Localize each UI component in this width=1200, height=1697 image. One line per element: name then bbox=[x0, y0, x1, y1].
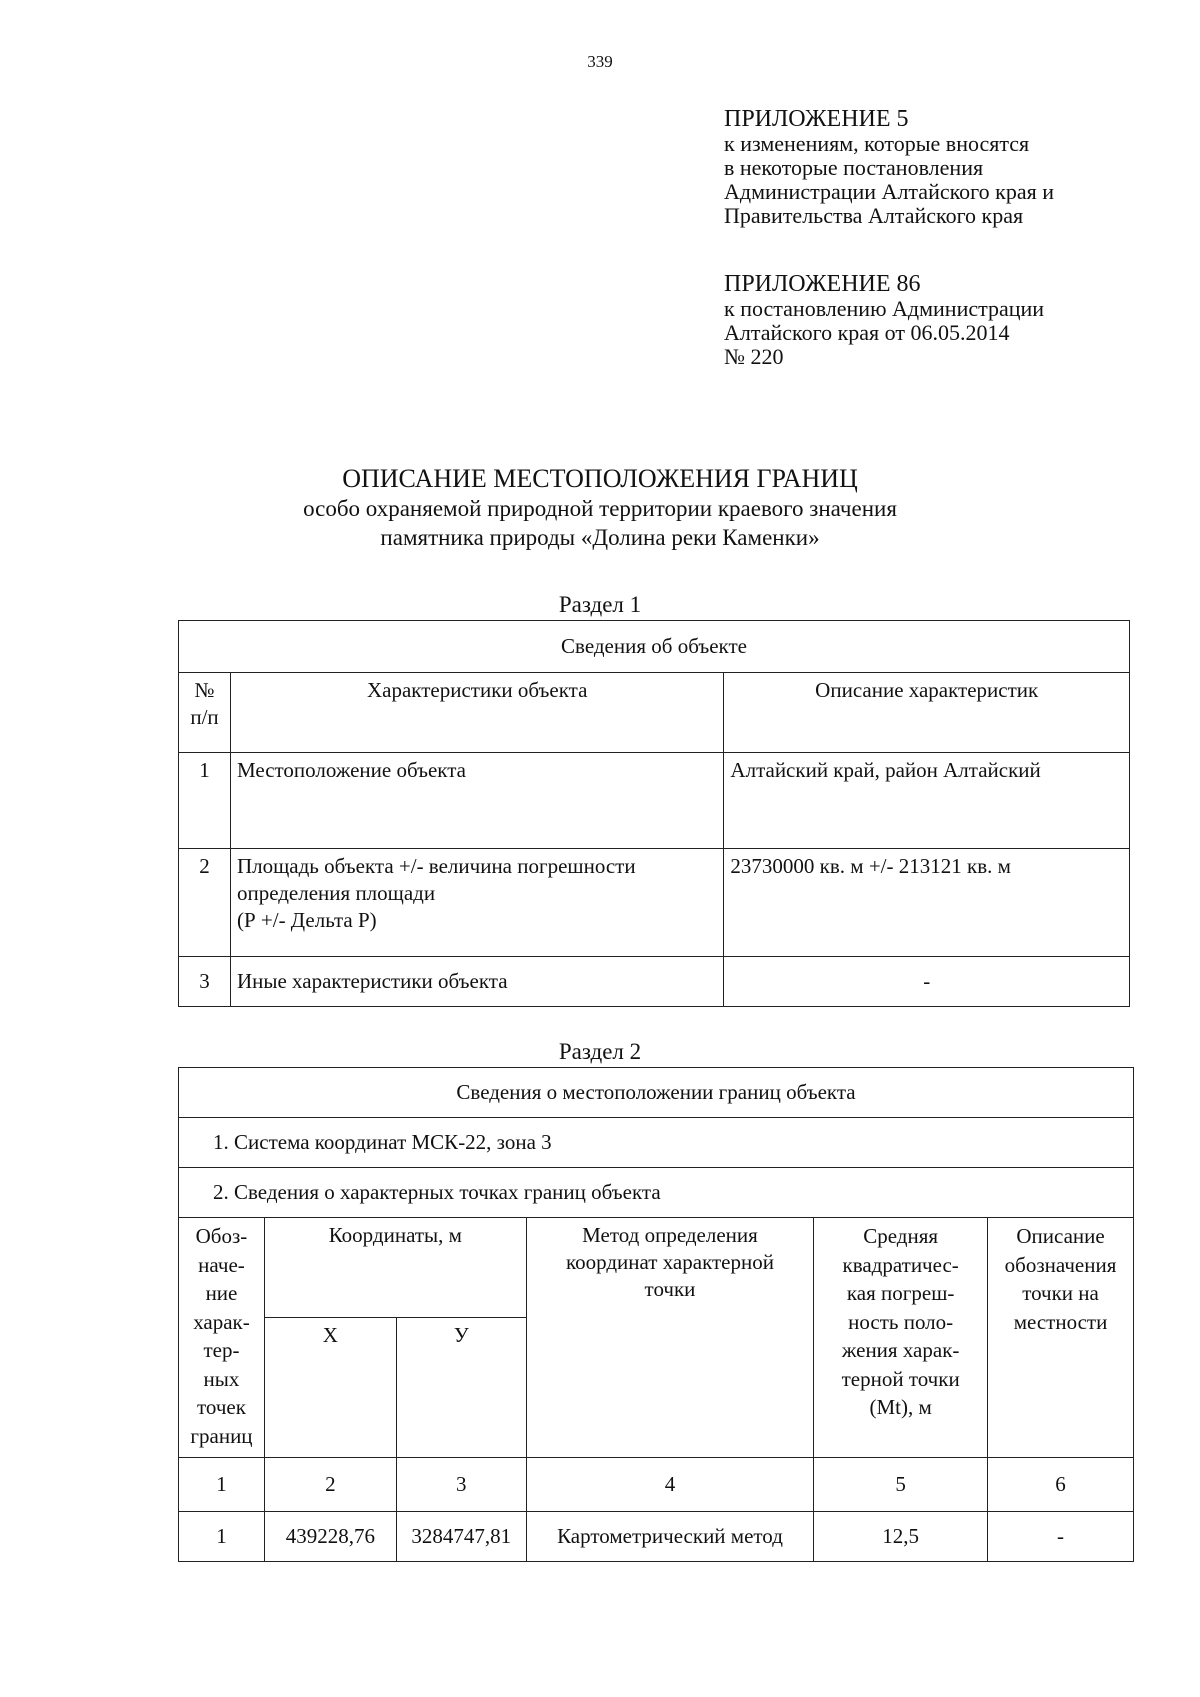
header-text: (Mt), м bbox=[869, 1395, 932, 1419]
point-method: Картометрический метод bbox=[526, 1512, 814, 1562]
appendix-5-line: Администрации Алтайского края и bbox=[724, 179, 1054, 204]
table-row bbox=[179, 753, 1130, 849]
header-text: обозначения bbox=[1004, 1252, 1117, 1277]
header-text: Обоз- bbox=[195, 1224, 248, 1248]
header-text: наче- bbox=[198, 1252, 245, 1277]
section-1-label: Раздел 1 bbox=[558, 592, 642, 617]
header-text: границ bbox=[190, 1423, 253, 1448]
appendix-5-block bbox=[724, 106, 1054, 228]
row-value: Алтайский край, район Алтайский bbox=[724, 753, 1130, 849]
column-number: 6 bbox=[988, 1458, 1134, 1512]
header-number-cell bbox=[179, 673, 231, 753]
document-title: ОПИСАНИЕ МЕСТОПОЛОЖЕНИЯ ГРАНИЦ bbox=[342, 464, 858, 493]
table-caption: Сведения о местоположении границ объекта bbox=[179, 1068, 1134, 1118]
row-number: 2 bbox=[179, 849, 231, 957]
object-info-table bbox=[178, 620, 1130, 1007]
table-row bbox=[179, 957, 1130, 1007]
header-text: точки bbox=[644, 1277, 696, 1301]
section-2-label: Раздел 2 bbox=[558, 1039, 642, 1064]
header-text: Средняя bbox=[863, 1224, 939, 1248]
appendix-86-line: № 220 bbox=[724, 344, 784, 369]
header-characteristics: Характеристики объекта bbox=[230, 673, 723, 753]
column-number: 1 bbox=[179, 1458, 265, 1512]
appendix-5-heading: ПРИЛОЖЕНИЕ 5 bbox=[724, 106, 909, 132]
row-name-line: определения площади bbox=[236, 881, 436, 905]
column-number: 2 bbox=[264, 1458, 396, 1512]
column-number: 5 bbox=[814, 1458, 988, 1512]
row-value: 23730000 кв. м +/- 213121 кв. м bbox=[724, 849, 1130, 957]
appendix-86-heading: ПРИЛОЖЕНИЕ 86 bbox=[724, 271, 921, 297]
header-text: точек bbox=[196, 1395, 246, 1419]
header-text: п/п bbox=[190, 705, 219, 729]
appendix-5-line: в некоторые постановления bbox=[724, 155, 984, 180]
header-y: У bbox=[396, 1318, 526, 1458]
row-name: Иные характеристики объекта bbox=[230, 957, 723, 1007]
header-text: квадратичес- bbox=[842, 1252, 959, 1277]
appendix-86-block bbox=[724, 271, 1044, 369]
point-error: 12,5 bbox=[814, 1512, 988, 1562]
header-text: харак- bbox=[193, 1309, 250, 1334]
point-x: 439228,76 bbox=[264, 1512, 396, 1562]
document-subtitle-line: особо охраняемой природной территории краевого значения bbox=[303, 496, 897, 521]
header-description: Описание характеристик bbox=[724, 673, 1130, 753]
point-id: 1 bbox=[179, 1512, 265, 1562]
header-x: Х bbox=[264, 1318, 396, 1458]
page-number: 339 bbox=[587, 52, 613, 71]
point-y: 3284747,81 bbox=[396, 1512, 526, 1562]
header-text: ние bbox=[205, 1281, 238, 1305]
column-number: 3 bbox=[396, 1458, 526, 1512]
header-text: местности bbox=[1013, 1309, 1108, 1334]
header-text: кая погреш- bbox=[846, 1281, 955, 1305]
document-title-block bbox=[0, 464, 1200, 552]
row-name: Местоположение объекта bbox=[230, 753, 723, 849]
row-name-line: Площадь объекта +/- величина погрешности bbox=[236, 854, 636, 878]
header-error bbox=[814, 1218, 988, 1458]
header-text: Метод определения bbox=[582, 1223, 758, 1247]
header-designation bbox=[179, 1218, 265, 1458]
header-text: Описание bbox=[1016, 1224, 1105, 1248]
appendix-5-line: к изменениям, которые вносятся bbox=[724, 131, 1030, 156]
table-caption: Сведения об объекте bbox=[179, 621, 1130, 673]
table-row bbox=[179, 849, 1130, 957]
row-value: - bbox=[724, 957, 1130, 1007]
coordinate-system: 1. Система координат МСК-22, зона 3 bbox=[179, 1118, 1134, 1168]
row-name-line: (Р +/- Дельта Р) bbox=[236, 908, 377, 932]
document-subtitle-line: памятника природы «Долина реки Каменки» bbox=[380, 525, 820, 550]
header-text: № bbox=[194, 678, 215, 702]
header-text: терной точки bbox=[841, 1366, 960, 1391]
column-number: 4 bbox=[526, 1458, 814, 1512]
points-section-title: 2. Сведения о характерных точках границ объекта bbox=[179, 1168, 1134, 1218]
header-text: ность поло- bbox=[848, 1309, 954, 1334]
header-text: жения харак- bbox=[841, 1338, 960, 1362]
header-text: точки на bbox=[1022, 1281, 1099, 1305]
appendix-86-line: к постановлению Администрации bbox=[724, 296, 1045, 321]
header-coordinates: Координаты, м bbox=[264, 1218, 526, 1318]
point-description: - bbox=[988, 1512, 1134, 1562]
appendix-5-line: Правительства Алтайского края bbox=[724, 203, 1024, 228]
header-text: тер- bbox=[203, 1338, 240, 1362]
header-point-description bbox=[988, 1218, 1134, 1458]
column-number-row bbox=[179, 1458, 1134, 1512]
row-number: 3 bbox=[179, 957, 231, 1007]
boundary-points-table bbox=[178, 1067, 1134, 1562]
row-name bbox=[230, 849, 723, 957]
appendix-86-line: Алтайского края от 06.05.2014 bbox=[724, 320, 1010, 345]
header-text: координат характерной bbox=[565, 1250, 774, 1274]
header-text: ных bbox=[203, 1366, 240, 1391]
row-number: 1 bbox=[179, 753, 231, 849]
table-row bbox=[179, 1512, 1134, 1562]
header-method bbox=[526, 1218, 814, 1458]
